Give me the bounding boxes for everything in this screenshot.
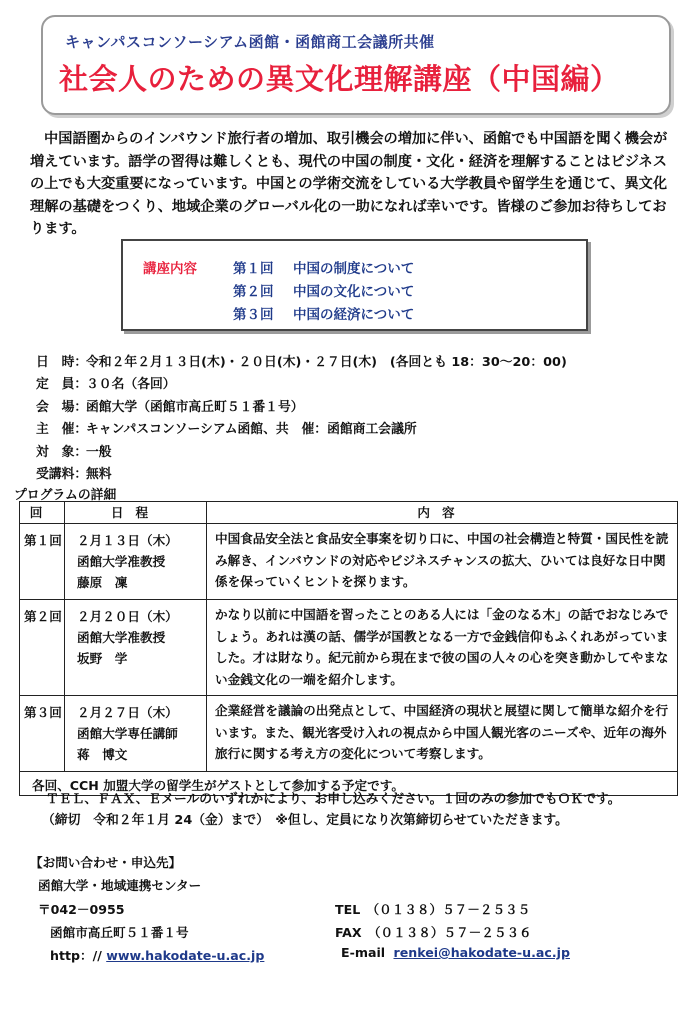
course-item <box>233 257 414 277</box>
session-content: 中国食品安全法と食品安全事案を切り口に、中国の社会構造と特質・国民性を読み解き、インバウンドの対応やビジネスチャンスの拡大、ひいては良好な日中関係を保っていくヒントを探ります。 <box>207 524 678 600</box>
program-table <box>19 501 678 796</box>
lecturer-position: 函館大学専任講師 <box>77 726 178 741</box>
email-link[interactable]: renkei@hakodate-u.ac.jp <box>393 945 570 960</box>
subtitle: キャンパスコンソーシアム函館・函館商工会議所共催 <box>65 33 435 51</box>
intro-paragraph: 中国語圏からのインバウンド旅行者の増加、取引機会の増加に伴い、函館でも中国語を聞く機会が増えています。語学の習得は難しくとも、現代の中国の制度・文化・経済を理解することはビジネスの上でも大変重要になっています。中国との学術交流をしている大学教員や留学生を通じて、異文化理解の基礎をつくり、地域企業のグローバル化の一助になれば幸いです。皆様のご参加お待ちしております。 <box>30 131 668 238</box>
session-schedule <box>65 524 207 600</box>
lecturer-position: 函館大学准教授 <box>77 554 166 569</box>
course-item-number: 第３回 <box>233 307 274 323</box>
info-label: 受講料： <box>36 467 88 482</box>
header-number: 回 <box>20 502 65 524</box>
session-date: ２月２７日（木） <box>77 705 178 720</box>
info-value: 一般 <box>86 445 112 460</box>
table-row <box>20 600 678 696</box>
session-number: 第３回 <box>20 696 65 772</box>
apply-deadline: （締切 令和２年１月 24（金）まで） ※但し、定員になり次第締切らせていただきます。 <box>42 813 568 828</box>
contact-organization: 函館大学・地域連携センター <box>38 878 202 893</box>
course-content-box <box>121 239 588 331</box>
session-number: 第１回 <box>20 524 65 600</box>
program-note: 各回、CCH 加盟大学の留学生がゲストとして参加する予定です。 <box>20 772 678 796</box>
website-link[interactable]: www.hakodate-u.ac.jp <box>106 948 265 963</box>
info-label: 会 場： <box>36 400 88 415</box>
lecturer-name: 坂野 学 <box>77 651 128 666</box>
info-label: 対 象： <box>36 445 88 460</box>
info-value: キャンパスコンソーシアム函館、共 催：函館商工会議所 <box>86 422 417 437</box>
lecturer-name: 藤原 凜 <box>77 575 128 590</box>
table-row <box>20 524 678 600</box>
page-title: 社会人のための異文化理解講座（中国編） <box>59 62 620 96</box>
course-item-number: 第２回 <box>233 284 274 300</box>
contact-heading: 【お問い合わせ・申込先】 <box>30 855 182 870</box>
program-title: プログラムの詳細 <box>14 488 117 503</box>
contact-website <box>50 945 264 964</box>
course-item-topic: 中国の制度について <box>293 261 415 277</box>
course-label: 講座内容 <box>143 261 197 277</box>
session-number: 第２回 <box>20 600 65 696</box>
info-label: 定 員： <box>36 377 88 392</box>
lecturer-position: 函館大学准教授 <box>77 630 166 645</box>
email-label: E-mail <box>341 945 386 960</box>
table-header-row <box>20 502 678 524</box>
info-value: ３０名（各回） <box>86 377 176 392</box>
info-label: 日 時： <box>36 355 88 370</box>
header-content: 内容 <box>207 502 678 524</box>
info-venue <box>36 396 304 415</box>
session-date: ２月２０日（木） <box>77 609 178 624</box>
contact-email <box>341 945 570 960</box>
info-date <box>36 351 567 370</box>
info-audience <box>36 441 112 460</box>
contact-address: 函館市高丘町５１番１号 <box>50 925 189 940</box>
header-schedule: 日程 <box>65 502 207 524</box>
title-box <box>41 15 671 115</box>
info-organizer <box>36 418 417 437</box>
session-schedule <box>65 600 207 696</box>
contact-fax: FAX （０１３８）５７－２５３６ <box>335 925 532 940</box>
session-date: ２月１３日（木） <box>77 533 178 548</box>
table-row <box>20 696 678 772</box>
course-item-number: 第１回 <box>233 261 274 277</box>
info-value: 無料 <box>86 467 112 482</box>
course-item-topic: 中国の経済について <box>293 307 415 323</box>
info-label: 主 催： <box>36 422 88 437</box>
info-value: 令和２年２月１３日(木)・２０日(木)・２７日(木) (各回とも 18：30～20：00) <box>86 355 567 370</box>
session-content: かなり以前に中国語を習ったことのある人には「金のなる木」の話でおなじみでしょう。あれは漢の話、儒学が国教となる一方で金銭信仰もふくれあがっていました。才は財なり。紀元前から現在まで彼の国の人々の心を突き動かしてやまない金銭文化の一端を紹介します。 <box>207 600 678 696</box>
session-content: 企業経営を議論の出発点として、中国経済の現状と展望に関して簡単な紹介を行います。また、観光客受け入れの視点から中国人観光客のニーズや、近年の海外旅行に関する考え方の変化について考察します。 <box>207 696 678 772</box>
contact-tel: TEL （０１３８）５７－２５３５ <box>335 902 531 917</box>
course-item <box>233 303 414 323</box>
lecturer-name: 蒋 博文 <box>77 747 128 762</box>
contact-postal-code: 〒042－0955 <box>38 902 125 917</box>
apply-instructions: ＴＥＬ、ＦＡＸ、Ｅメールのいずれかにより、お申し込みください。１回のみの参加でもＯＫです。 <box>46 792 621 807</box>
http-label: http：// <box>50 948 102 963</box>
session-schedule <box>65 696 207 772</box>
course-item-topic: 中国の文化について <box>293 284 415 300</box>
course-item <box>233 280 414 300</box>
info-fee <box>36 463 112 482</box>
info-value: 函館大学（函館市高丘町５１番１号） <box>86 400 304 415</box>
info-capacity <box>36 373 176 392</box>
